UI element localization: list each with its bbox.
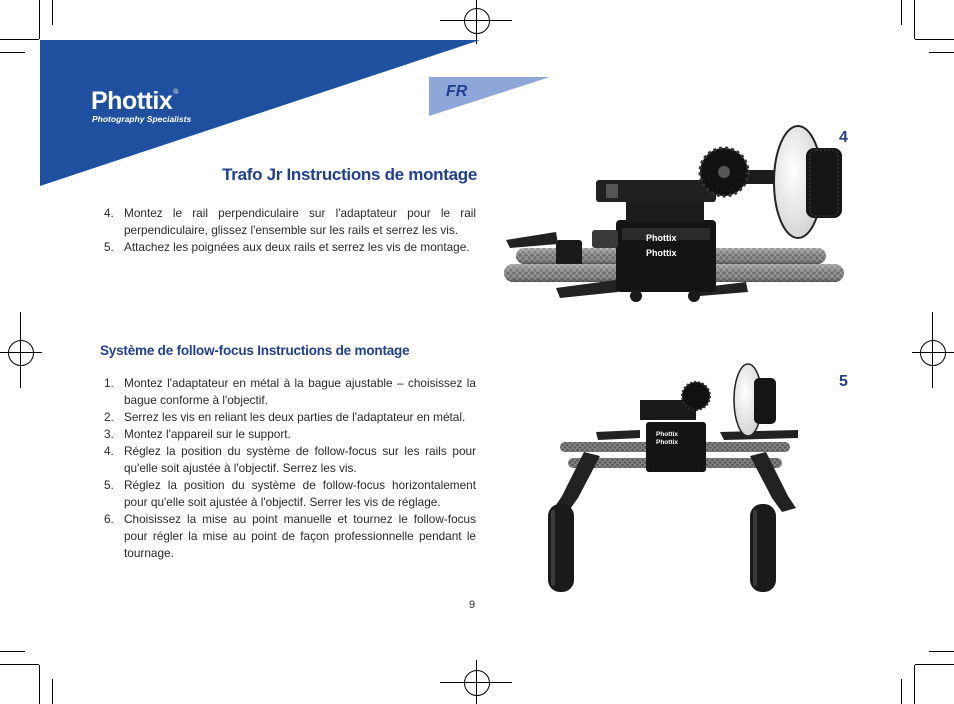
step-number: 1. xyxy=(104,376,114,390)
step-item xyxy=(104,205,476,239)
step-text: Montez l'adaptateur en métal à la bague ajustable – choisissez la bague conforme à l'objectif. xyxy=(124,376,476,407)
figure-4-rig-image xyxy=(496,120,850,320)
step-text: Attachez les poignées aux deux rails et serrez les vis de montage. xyxy=(124,240,470,254)
step-text: Montez le rail perpendiculaire sur l'adaptateur pour le rail perpendiculaire, glissez l'ensemble sur les rails et serrez les vis. xyxy=(124,206,476,237)
figure-4-brand-mark-2: Phottix xyxy=(646,248,677,258)
figure-5-brand-mark: Phottix xyxy=(656,431,679,438)
section1-title: Trafo Jr Instructions de montage xyxy=(222,165,477,184)
step-number: 5. xyxy=(104,478,114,492)
brand-tagline: Photography Specialists xyxy=(92,114,192,124)
step-text: Montez l'appareil sur le support. xyxy=(124,427,291,441)
figure-5-label: 5 xyxy=(839,373,848,390)
step-item xyxy=(104,511,476,562)
step-number: 6. xyxy=(104,512,114,526)
step-item xyxy=(104,409,476,426)
step-item xyxy=(104,443,476,477)
step-text: Réglez la position du système de follow-focus sur les rails pour qu'elle soit ajustée à l'objectif. Serrez les vis. xyxy=(124,444,476,475)
section1-steps xyxy=(104,205,476,256)
step-text: Réglez la position du système de follow-focus horizontalement pour qu'elle soit ajustée à l'objectif. Serrer les vis de réglage. xyxy=(124,478,476,509)
registered-mark: ® xyxy=(173,89,178,96)
section2-title: Système de follow-focus Instructions de montage xyxy=(100,343,410,358)
page-number: 9 xyxy=(468,599,476,611)
section2-steps xyxy=(104,375,476,562)
brand-name: Phottix xyxy=(91,87,173,115)
step-item xyxy=(104,426,476,443)
language-tag: FR xyxy=(446,83,468,100)
step-item xyxy=(104,375,476,409)
step-item xyxy=(104,477,476,511)
step-number: 2. xyxy=(104,410,114,424)
step-text: Choisissez la mise au point manuelle et tournez le follow-focus pour régler la mise au point de façon professionnelle pendant le tournage. xyxy=(124,512,476,560)
step-number: 3. xyxy=(104,427,114,441)
step-number: 4. xyxy=(104,444,114,458)
figure-5-brand-mark-2: Phottix xyxy=(656,439,679,446)
figure-4-brand-mark: Phottix xyxy=(646,233,677,243)
brand-logo xyxy=(91,89,178,114)
figure-5-rig-image xyxy=(540,360,810,600)
step-number: 5. xyxy=(104,240,114,254)
step-number: 4. xyxy=(104,206,114,220)
step-text: Serrez les vis en reliant les deux parties de l'adaptateur en métal. xyxy=(124,410,466,424)
figure-4-label: 4 xyxy=(839,129,848,146)
step-item xyxy=(104,239,476,256)
